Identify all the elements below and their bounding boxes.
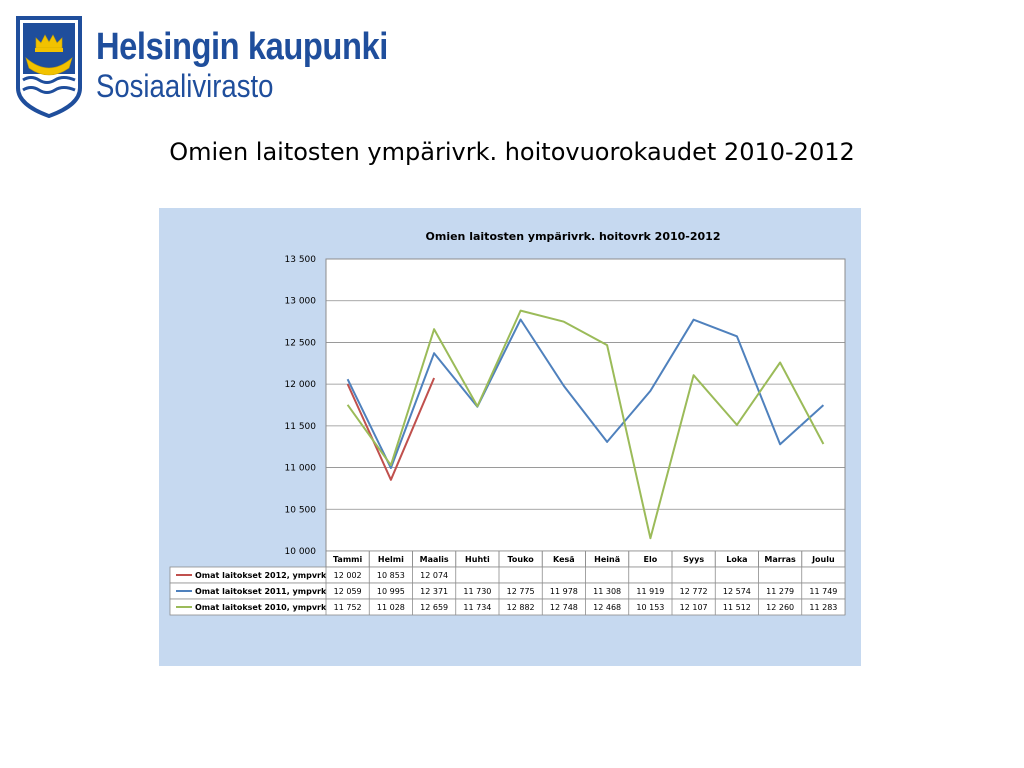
plot-background [326, 259, 845, 551]
y-tick-label: 12 500 [284, 338, 316, 349]
slide-title: Omien laitosten ympärivrk. hoitovuorokaudet 2010-2012 [169, 138, 855, 166]
data-label: 11 028 [376, 603, 405, 612]
x-tick-label: Marras [764, 555, 796, 564]
y-tick-label: 10 500 [284, 505, 316, 516]
data-label: 12 772 [679, 587, 708, 596]
y-tick-label: 12 000 [284, 380, 316, 391]
x-tick-label: Huhti [465, 555, 490, 564]
data-label: 11 749 [809, 587, 838, 596]
data-label: 12 574 [722, 587, 751, 596]
data-label: 12 059 [333, 587, 362, 596]
y-tick-label: 13 500 [284, 255, 316, 265]
x-tick-label: Syys [683, 555, 705, 564]
y-tick-label: 11 500 [284, 421, 316, 432]
legend-label: Omat laitokset 2011, ympvrk [195, 587, 327, 596]
x-tick-label: Elo [643, 555, 658, 564]
x-tick-label: Kesä [553, 555, 575, 564]
legend-label: Omat laitokset 2010, ympvrk [195, 603, 327, 612]
data-label: 12 659 [420, 603, 449, 612]
data-label: 11 734 [463, 603, 492, 612]
data-label: 12 468 [593, 603, 622, 612]
data-label: 12 882 [506, 603, 535, 612]
data-label: 11 279 [766, 587, 795, 596]
data-table [170, 551, 845, 615]
data-label: 10 995 [376, 587, 405, 596]
data-label: 12 748 [549, 603, 578, 612]
data-label: 11 730 [463, 587, 492, 596]
x-tick-label: Maalis [419, 555, 449, 564]
data-label: 12 002 [333, 571, 362, 580]
data-label: 12 775 [506, 587, 535, 596]
x-tick-label: Heinä [594, 555, 621, 564]
data-label: 12 074 [420, 571, 449, 580]
data-label: 11 978 [549, 587, 578, 596]
chart-area [159, 208, 861, 666]
helsinki-coat-of-arms-icon [14, 14, 84, 118]
plot-area [326, 259, 845, 551]
line-chart [159, 208, 861, 666]
data-label: 11 752 [333, 603, 362, 612]
data-label: 11 512 [722, 603, 751, 612]
legend-label: Omat laitokset 2012, ympvrk [195, 571, 327, 580]
data-label: 11 919 [636, 587, 665, 596]
organization-name: Helsingin kaupunki [96, 26, 388, 68]
x-tick-label: Loka [726, 555, 748, 564]
data-label: 12 107 [679, 603, 708, 612]
data-label: 11 308 [593, 587, 622, 596]
y-tick-label: 13 000 [284, 296, 316, 307]
y-tick-label: 10 000 [284, 547, 316, 557]
x-tick-label: Helmi [377, 555, 404, 564]
y-tick-label: 11 000 [284, 463, 316, 474]
x-tick-label: Tammi [333, 555, 363, 564]
x-tick-label: Touko [507, 555, 534, 564]
x-tick-label: Joulu [812, 555, 835, 564]
data-label: 12 260 [766, 603, 795, 612]
chart-title: Omien laitosten ympärivrk. hoitovrk 2010-2012 [425, 230, 721, 243]
data-label: 10 853 [376, 571, 405, 580]
data-label: 10 153 [636, 603, 665, 612]
y-axis [285, 255, 317, 557]
data-label: 11 283 [809, 603, 838, 612]
organization-unit: Sosiaalivirasto [96, 68, 274, 104]
data-label: 12 371 [420, 587, 449, 596]
